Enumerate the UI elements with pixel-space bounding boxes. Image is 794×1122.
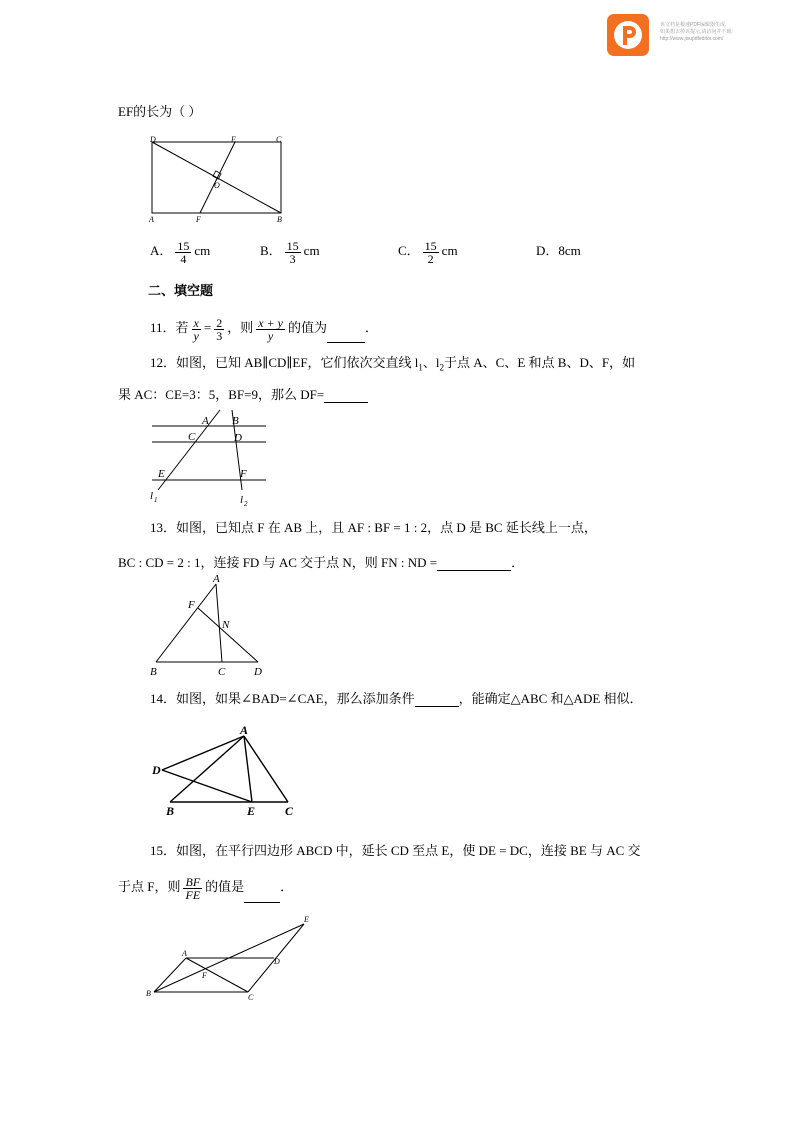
q12-label-l1: l [150,490,154,502]
q15-line1: 15．如图，在平行四边形 ABCD 中，延长 CD 至点 E，使 DE = DC，连接 BE 与 AC 交 [150,843,641,858]
q15-label-a: A [182,949,187,958]
q13-label-b: B [150,666,157,678]
option-d: D．8cm [536,243,581,258]
q12-label-e: E [158,468,165,480]
q15-label-b: B [146,989,151,998]
q13-label-f: F [188,599,195,611]
q15-answer-blank[interactable] [244,870,280,903]
q12-line2: 果 AC：CE=3：5，BF=9，那么 DF= [118,386,368,403]
q12-label-f: F [240,468,247,480]
option-a: A． $\frac{15}{4}$ cm [150,238,211,266]
q13-line1: 13．如图，已知点 F 在 AB 上，且 AF : BF = 1 : 2，点 D 是 BC 延长线上一点， [150,520,597,535]
q12-label-b: B [232,415,239,427]
q14-triangles-figure [140,722,310,822]
q10-label-a: A [149,215,154,224]
q14-label-b: B [166,804,175,818]
q13-label-c: C [218,666,226,678]
q11: 11．若 $\frac{x}{y}$ = $\frac{2}{3}$ ，则 $\frac{x + y}{y}$ 的值为 ． [150,312,378,343]
q12-label-l2: l [240,494,244,506]
q15-label-e: E [304,915,309,924]
q12-label-d: D [234,432,242,444]
q12-label-a: A [202,415,209,427]
q15-parallelogram-figure [140,908,320,1008]
q10-label-o: O [214,181,220,190]
q10-rectangle-figure [140,130,300,230]
q13-answer-blank[interactable] [437,554,511,571]
q14-label-c: C [285,804,294,818]
q11-answer-blank[interactable] [327,312,365,343]
q13-label-a: A [213,573,220,585]
q14: 14．如图，如果∠BAD=∠CAE，那么添加条件 ，能确定△ABC 和△ADE 相似． [150,691,643,706]
q14-answer-blank[interactable] [415,690,459,707]
q10-label-d: D [150,135,156,144]
q12-label-c: C [188,431,196,443]
q10-tail: EF的长为（ ） [118,104,202,119]
q10-label-c: C [276,135,282,144]
option-b: B． $\frac{15}{3}$ cm [260,238,320,266]
logo-p-icon [607,14,649,56]
q12-label-l1-sub: 1 [154,496,158,504]
q15-label-c: C [248,993,254,1002]
q12-label-l2-sub: 2 [244,500,248,508]
q12-answer-blank[interactable] [324,386,368,403]
q14-label-d: D [152,763,161,777]
q15-label-f: F [202,971,207,980]
q14-label-a: A [240,723,249,737]
q13-triangle-figure [140,570,280,680]
option-c: C． $\frac{15}{2}$ cm [398,238,458,266]
q10-label-b: B [277,215,282,224]
q13-label-d: D [254,666,262,678]
q15-line2: 于点 F，则 $\frac{BF}{FE}$ 的值是 ． [118,870,293,903]
watermark-note: 该文档是极速PDF编辑器生成, 如果想去掉该提示,请访问并下载: http://www.jisupdfeditor.com/ [660,22,733,42]
q13-label-n: N [222,619,230,631]
q10-label-e: E [231,135,236,144]
q13-line2: BC : CD = 2 : 1，连接 FD 与 AC 交于点 N，则 FN : ND = ． [118,555,525,570]
q12-line1: 12．如图，已知 AB∥CD∥EF，它们依次交直线 $l_1$、$l_2$于点 A、C、E 和点 B、D、F，如 [150,355,636,373]
q10-label-f: F [196,215,201,224]
q15-label-d: D [274,957,280,966]
q14-label-e: E [247,804,256,818]
q12-parallel-lines-figure [140,408,280,512]
pdf-editor-logo [607,14,649,56]
section-heading: 二、填空题 [148,283,214,298]
